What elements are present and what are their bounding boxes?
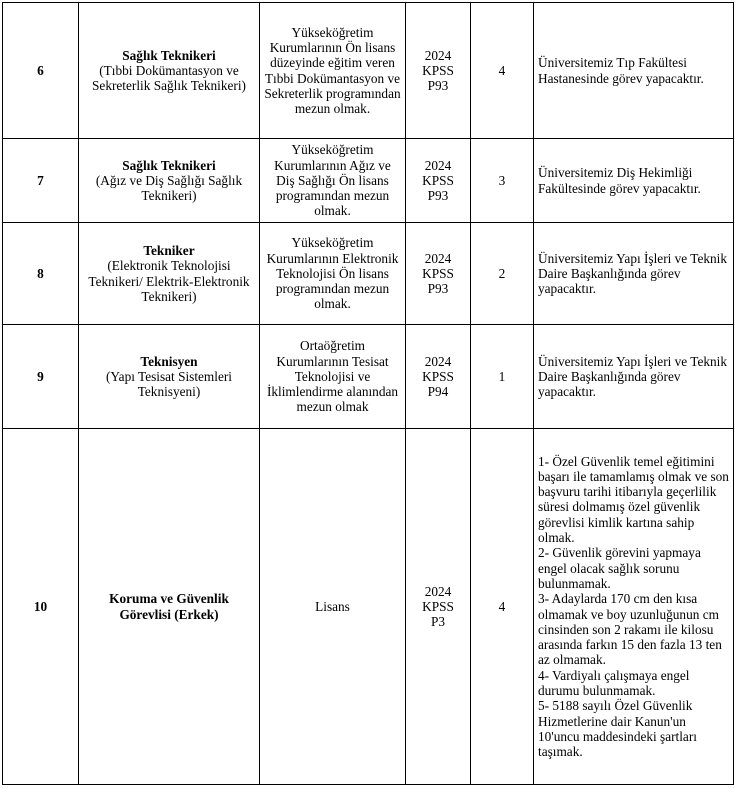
position-title-cell — [79, 429, 260, 785]
exam-name: KPSS — [422, 598, 454, 614]
position-count: 2 — [471, 223, 534, 325]
exam-year: 2024 — [424, 250, 452, 266]
notes-cell — [534, 3, 734, 139]
note-item: Üniversitemiz Tıp Fakültesi Hastanesinde görev yapacaktır. — [538, 55, 704, 86]
exam-code: P93 — [427, 281, 449, 297]
position-title: Sağlık Teknikeri — [122, 157, 216, 173]
note-item: 1- Özel Güvenlik temel eğitimini başarı ile tamamlamış olmak ve son başvuru tarihi itibarıyla geçerlilik süresi dolmamış özel güvenlik görevlisi kimlik kartına sahip olmak. — [538, 453, 729, 546]
positions-table — [2, 2, 734, 785]
position-title-cell — [79, 139, 260, 223]
exam-name: KPSS — [422, 265, 454, 281]
notes-cell — [534, 429, 734, 785]
exam-name: KPSS — [422, 62, 454, 78]
exam-name: KPSS — [422, 368, 454, 384]
row-number: 10 — [3, 429, 79, 785]
notes-cell — [534, 139, 734, 223]
exam-cell — [406, 223, 471, 325]
position-title: Tekniker — [143, 242, 195, 258]
exam-code: P93 — [427, 78, 449, 94]
exam-cell — [406, 325, 471, 429]
row-number: 6 — [3, 3, 79, 139]
position-count: 4 — [471, 429, 534, 785]
position-count: 4 — [471, 3, 534, 139]
note-item: 4- Vardiyalı çalışmaya engel durumu bulunmamak. — [538, 667, 690, 698]
position-title: Koruma ve Güvenlik Görevlisi (Erkek) — [109, 591, 229, 622]
exam-cell — [406, 3, 471, 139]
requirement: Yükseköğretim Kurumlarının Ön lisans düzeyinde eğitim veren Tıbbi Dokümantasyon ve Sekreterlik programından mezun olmak. — [260, 3, 406, 139]
exam-year: 2024 — [424, 157, 452, 173]
position-title: Teknisyen — [140, 353, 198, 369]
requirement: Yükseköğretim Kurumlarının Ağız ve Diş Sağlığı Ön lisans programından mezun olmak. — [260, 139, 406, 223]
exam-cell — [406, 429, 471, 785]
row-number: 8 — [3, 223, 79, 325]
requirement: Lisans — [260, 429, 406, 785]
table-row — [3, 429, 734, 785]
note-item: Üniversitemiz Yapı İşleri ve Teknik Daire Başkanlığında görev yapacaktır. — [538, 250, 728, 297]
exam-year: 2024 — [424, 353, 452, 369]
note-item: 3- Adaylarda 170 cm den kısa olmamak ve boy uzunluğunun cm cinsinden son 2 rakamı ile kilosu arasında farkın 15 den fazla 13 ten az olmamak. — [538, 591, 722, 668]
note-item: Üniversitemiz Yapı İşleri ve Teknik Daire Başkanlığında görev yapacaktır. — [538, 353, 728, 400]
position-subtitle: (Yapı Tesisat Sistemleri Teknisyeni) — [105, 368, 232, 400]
note-item: Üniversitemiz Diş Hekimliği Fakültesinde görev yapacaktır. — [538, 165, 701, 196]
position-subtitle: (Elektronik Teknolojisi Teknikeri/ Elektrik-Elektronik Teknikeri) — [88, 258, 250, 304]
notes-cell — [534, 223, 734, 325]
exam-year: 2024 — [424, 47, 452, 63]
position-title-cell — [79, 325, 260, 429]
exam-code: P93 — [427, 188, 449, 204]
exam-code: P94 — [427, 384, 449, 400]
requirement: Ortaöğretim Kurumlarının Tesisat Teknolojisi ve İklimlendirme alanından mezun olmak — [260, 325, 406, 429]
row-number: 9 — [3, 325, 79, 429]
position-title-cell — [79, 223, 260, 325]
note-item: 5- 5188 sayılı Özel Güvenlik Hizmetlerine dair Kanun'un 10'uncu maddesindeki şartları taşımak. — [538, 698, 697, 760]
position-subtitle: (Tıbbi Dokümantasyon ve Sekreterlik Sağlık Teknikeri) — [92, 62, 246, 94]
notes-cell — [534, 325, 734, 429]
table-row — [3, 325, 734, 429]
table-row — [3, 139, 734, 223]
row-number: 7 — [3, 139, 79, 223]
position-subtitle: (Ağız ve Diş Sağlığı Sağlık Teknikeri) — [95, 172, 243, 204]
position-count: 1 — [471, 325, 534, 429]
exam-name: KPSS — [422, 172, 454, 188]
position-title-cell — [79, 3, 260, 139]
requirement: Yükseköğretim Kurumlarının Elektronik Teknolojisi Ön lisans programından mezun olmak. — [260, 223, 406, 325]
position-title: Sağlık Teknikeri — [122, 47, 216, 63]
exam-year: 2024 — [424, 583, 452, 599]
note-item: 2- Güvenlik görevini yapmaya engel olacak sağlık sorunu bulunmamak. — [538, 545, 701, 591]
exam-cell — [406, 139, 471, 223]
table-row — [3, 223, 734, 325]
position-count: 3 — [471, 139, 534, 223]
table-row — [3, 3, 734, 139]
exam-code: P3 — [430, 614, 446, 630]
